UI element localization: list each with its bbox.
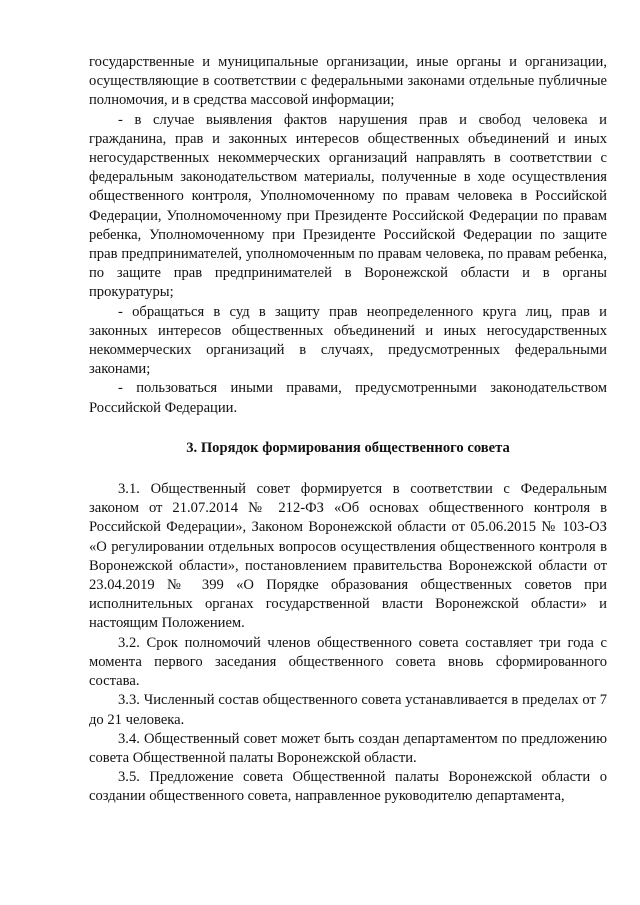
list-item-other-rights: - пользоваться иными правами, предусмотренными законодательством Российской Федерации. — [89, 380, 607, 416]
list-item-court-appeal: - обращаться в суд в защиту прав неопределенного круга лиц, прав и законных интересов общественных объединений и иных негосударственных некоммерческих организаций в случаях, предусмотренных федеральными законами; — [89, 303, 607, 378]
clause-3-3: 3.3. Численный состав общественного совета устанавливается в пределах от 7 до 21 человека. — [89, 692, 607, 728]
clause-3-4: 3.4. Общественный совет может быть создан департаментом по предложению совета Общественной палаты Воронежской области. — [89, 730, 607, 766]
clause-3-5: 3.5. Предложение совета Общественной палаты Воронежской области о создании общественного совета, направленное руководителю департамента, — [89, 769, 607, 805]
list-item-report-violations: - в случае выявления фактов нарушения прав и свобод человека и гражданина, прав и законных интересов общественных объединений и иных негосударственных некоммерческих организаций направлять в соответствии с федеральным законодательством материалы, полученные в ходе осуществления общественного контроля, Уполномоченному по правам человека в Российской Федерации, Уполномоченному при Президенте Российской Федерации по правам ребенка, Уполномоченному при Президенте Российской Федерации по защите прав предпринимателей, уполномоченным по правам человека, по правам ребенка, по защите прав предпринимателей в Воронежской области и в органы прокуратуры; — [89, 111, 607, 301]
clause-3-1: 3.1. Общественный совет формируется в соответствии с Федеральным законом от 21.07.2014 № 212-ФЗ «Об основах общественного контроля в Российской Федерации», Законом Воронежской области от 05.06.2015 № 103-ОЗ «О регулировании отдельных вопросов осуществления общественного контроля в Воронежской области», постановлением правительства Воронежской области от 23.04.2019 № 399 «О Порядке образования общественных советов при исполнительных органах государственной власти Воронежской области» и настоящим Положением. — [89, 481, 607, 632]
clause-3-2: 3.2. Срок полномочий членов общественного совета составляет три года с момента первого заседания общественного совета вновь сформированного состава. — [89, 634, 607, 690]
paragraph-continuation: государственные и муниципальные организации, иные органы и организации, осуществляющие в соответствии с федеральными законами отдельные публичные полномочия, и в средства массовой информации; — [89, 54, 607, 109]
section-heading: 3. Порядок формирования общественного совета — [186, 439, 510, 456]
